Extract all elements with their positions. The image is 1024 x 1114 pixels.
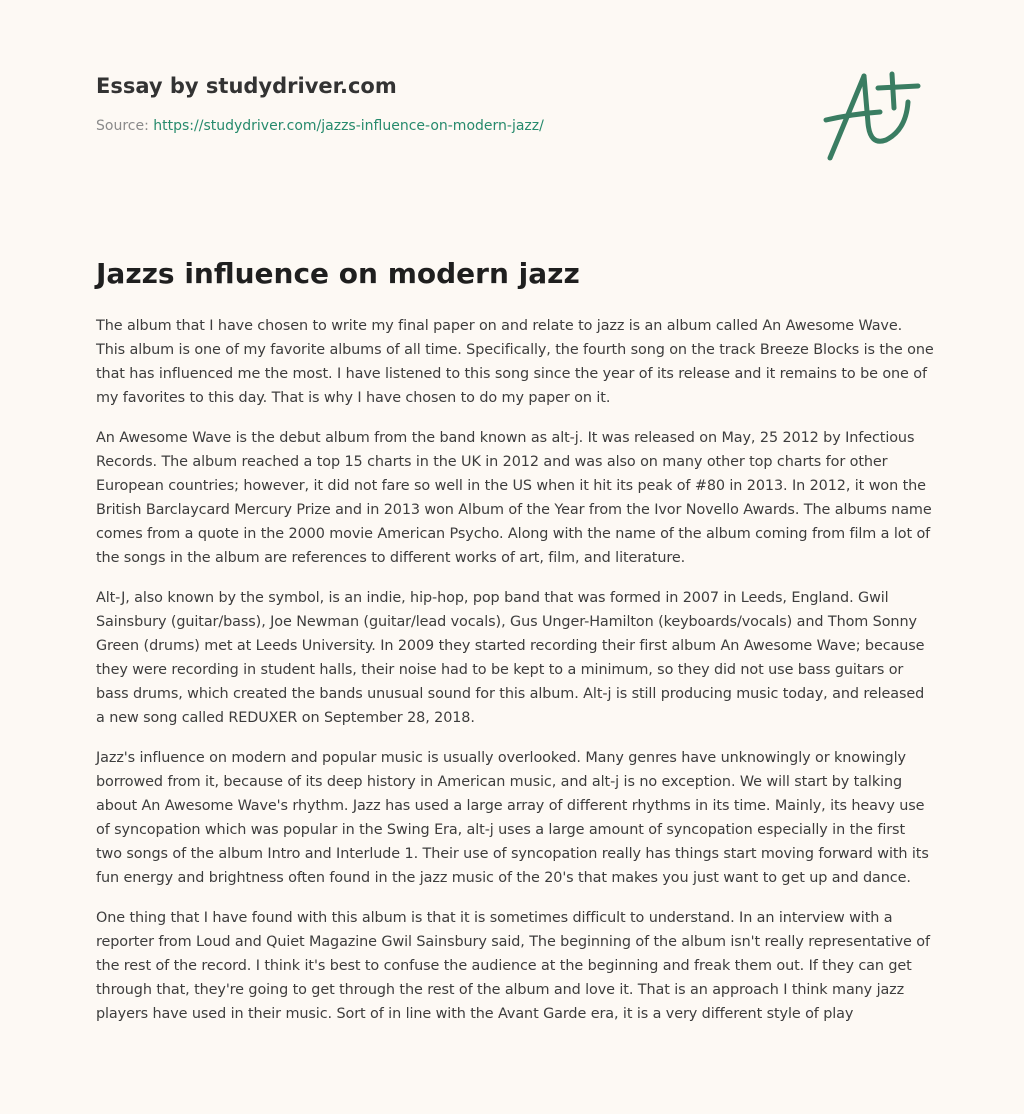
essay-paragraph: Jazz's influence on modern and popular music is usually overlooked. Many genres have unknowingly or knowingly borrowed from it, because of its deep history in American music, and alt-j is no exception. We will start by talking about An Awesome Wave's rhythm. Jazz has used a large array of different rhythms in its time. Mainly, its heavy use of syncopation which was popular in the Swing Era, alt-j uses a large amount of syncopation especially in the first two songs of the album Intro and Interlude 1. Their use of syncopation really has things start moving forward with its fun energy and brightness often found in the jazz music of the 20's that makes you just want to get up and dance. <box>96 750 929 886</box>
essay-paragraph: An Awesome Wave is the debut album from the band known as alt-j. It was released on May, 25 2012 by Infectious Records. The album reached a top 15 charts in the UK in 2012 and was also on many other top charts for other European countries; however, it did not fare so well in the US when it hit its peak of #80 in 2013. In 2012, it won the British Barclaycard Mercury Prize and in 2013 won Album of the Year from the Ivor Novello Awards. The albums name comes from a quote in the 2000 movie American Psycho. Along with the name of the album coming from film a lot of the songs in the album are references to different works of art, film, and literature. <box>96 430 932 566</box>
essay-paragraph: The album that I have chosen to write my final paper on and relate to jazz is an album called An Awesome Wave. This album is one of my favorite albums of all time. Specifically, the fourth song on the track Breeze Blocks is the one that has influenced me the most. I have listened to this song since the year of its release and it remains to be one of my favorites to this day. That is why I have chosen to do my paper on it. <box>96 318 934 406</box>
source-line <box>96 118 796 134</box>
page-header <box>96 74 796 134</box>
essay-paragraph: Alt-J, also known by the symbol, is an indie, hip-hop, pop band that was formed in 2007 in Leeds, England. Gwil Sainsbury (guitar/bass), Joe Newman (guitar/lead vocals), Gus Unger-Hamilton (keyboards/vocals) and Thom Sonny Green (drums) met at Leeds University. In 2009 they started recording their first album An Awesome Wave; because they were recording in student halls, their noise had to be kept to a minimum, so they did not use bass guitars or bass drums, which created the bands unusual sound for this album. Alt-j is still producing music today, and released a new song called REDUXER on September 28, 2018. <box>96 590 925 726</box>
site-title: Essay by studydriver.com <box>96 74 397 98</box>
source-link[interactable]: https://studydriver.com/jazzs-influence-on-modern-jazz/ <box>153 118 544 134</box>
essay-title: Jazzs influence on modern jazz <box>96 257 580 290</box>
essay-paragraph: One thing that I have found with this album is that it is sometimes difficult to understand. In an interview with a reporter from Loud and Quiet Magazine Gwil Sainsbury said, The beginning of the album isn't really representative of the rest of the record. I think it's best to confuse the audience at the beginning and freak them out. If they can get through that, they're going to get through the rest of the album and love it. That is an approach I think many jazz players have used in their music. Sort of in line with the Avant Garde era, it is a very different style of play <box>96 910 930 1022</box>
essay-article <box>96 252 934 1042</box>
source-label: Source: <box>96 118 149 134</box>
a-plus-grade-icon <box>822 68 926 164</box>
